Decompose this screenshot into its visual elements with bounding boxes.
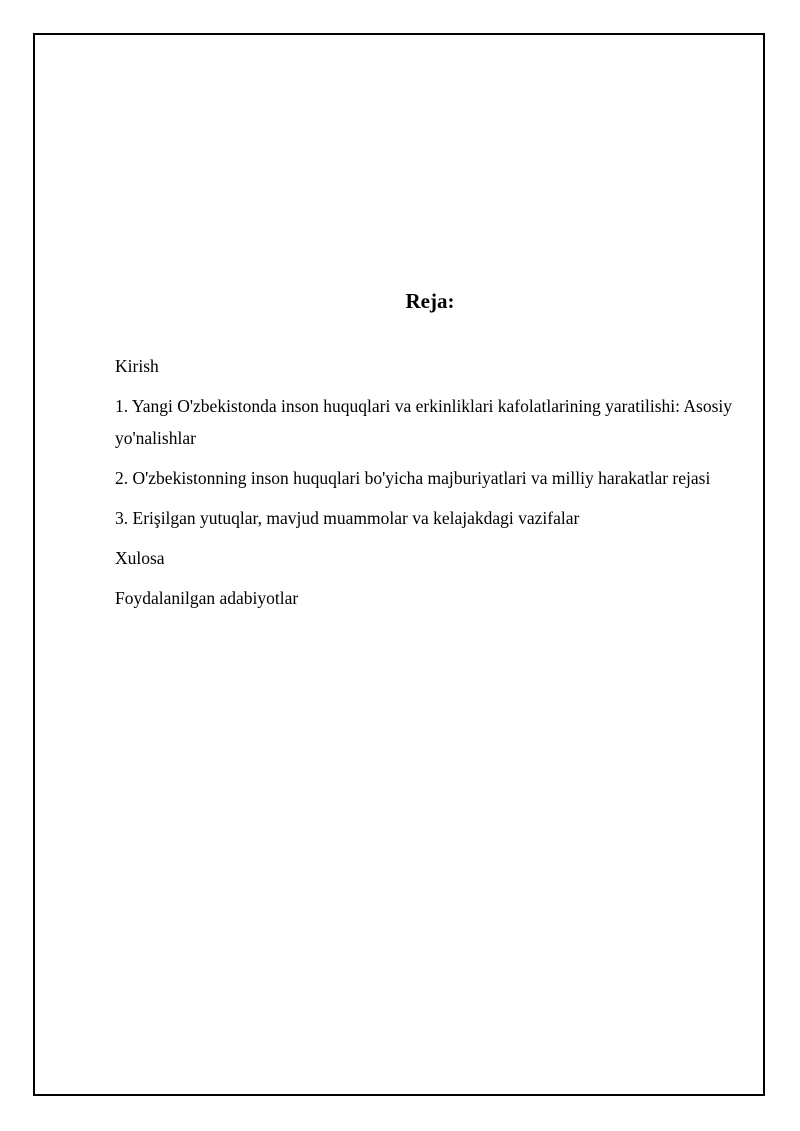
toc-item-conclusion: Xulosa: [115, 548, 165, 568]
toc-item-3: 3. Erişilgan yutuqlar, mavjud muammolar va kelajakdagi vazifalar: [115, 508, 580, 528]
table-of-contents: [115, 350, 740, 622]
toc-item-introduction: Kirish: [115, 356, 159, 376]
toc-item-1: 1. Yangi O'zbekistonda inson huquqlari va erkinliklari kafolatlarining yaratilishi: Asosiy yo'nalishlar: [115, 396, 733, 448]
page-title: Reja:: [405, 289, 455, 314]
toc-item-references: Foydalanilgan adabiyotlar: [115, 588, 299, 608]
toc-item-2: 2. O'zbekistonning inson huquqlari bo'yicha majburiyatlari va milliy harakatlar rejasi: [115, 468, 711, 488]
